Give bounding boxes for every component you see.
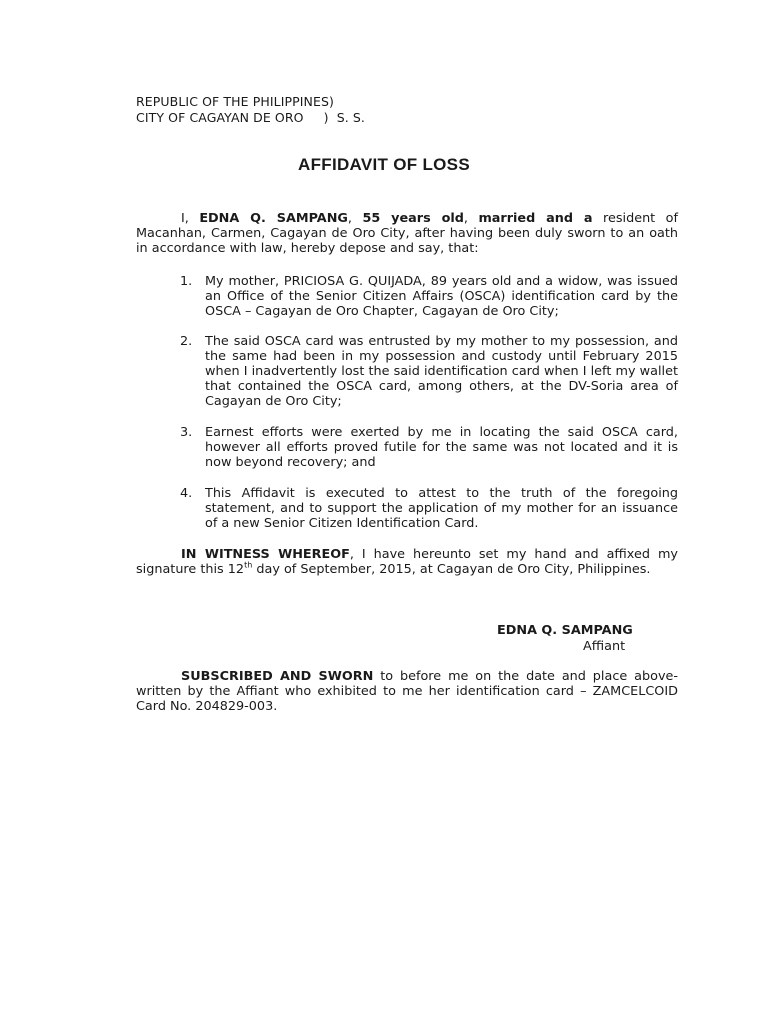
- list-item: [180, 425, 678, 470]
- caption-line-1: [136, 94, 365, 110]
- witness-paragraph: [136, 547, 678, 577]
- list-item-number: 2.: [180, 334, 193, 349]
- list-item-number: 1.: [180, 274, 193, 289]
- witness-text-2: day of September, 2015, at Cagayan de Oro City, Philippines.: [252, 562, 651, 577]
- list-item-text: This Affidavit is executed to attest to the truth of the foregoing statement, and to support the application of my mother for an issuance of a new Senior Citizen Identification Card.: [205, 486, 678, 531]
- list-item-number: 4.: [180, 486, 193, 501]
- list-item-text: My mother, PRICIOSA G. QUIJADA, 89 years old and a widow, was issued an Office of the Senior Citizen Affairs (OSCA) identification card by the OSCA – Cagayan de Oro Chapter, Cagayan de Oro City;: [205, 274, 678, 319]
- venue-caption: [136, 94, 365, 126]
- affiant-name-inline: EDNA Q. SAMPANG: [199, 211, 348, 226]
- intro-text-1: I,: [181, 211, 200, 226]
- witness-text-1: , I have hereunto set my hand and affixed my signature this 12: [136, 547, 678, 577]
- caption-ss: ) S. S.: [323, 110, 366, 125]
- intro-text-3: ,: [463, 211, 479, 226]
- intro-text-4: resident of Macanhan, Carmen, Cagayan de Oro City, after having been duly sworn to an oath in accordance with law, hereby depose and say, that:: [136, 211, 678, 256]
- caption-republic: REPUBLIC OF THE PHILIPPINES): [136, 94, 335, 109]
- list-item-number: 3.: [180, 425, 193, 440]
- intro-paragraph: [136, 211, 678, 256]
- list-item: [180, 486, 678, 531]
- intro-text-2: ,: [347, 211, 363, 226]
- list-item-text: Earnest efforts were exerted by me in locating the said OSCA card, however all efforts proved futile for the same was not located and it is now beyond recovery; and: [205, 425, 678, 470]
- affiant-status: married and a: [478, 211, 593, 226]
- jurat-lead: SUBSCRIBED AND SWORN: [181, 669, 374, 684]
- jurat-text: to before me on the date and place above-written by the Affiant who exhibited to me her identification card – ZAMCELCOID Card No. 204829-003.: [136, 669, 679, 714]
- caption-city: CITY OF CAGAYAN DE ORO: [136, 110, 304, 125]
- witness-ordinal: th: [244, 560, 253, 570]
- list-item: [180, 274, 678, 319]
- jurat-paragraph: [136, 669, 678, 714]
- list-item: [180, 334, 678, 409]
- affiant-age: 55 years old: [362, 211, 464, 226]
- witness-lead: IN WITNESS WHEREOF: [181, 547, 350, 562]
- affiant-signature-name: EDNA Q. SAMPANG: [497, 623, 633, 638]
- caption-line-2: [136, 110, 365, 126]
- list-item-text: The said OSCA card was entrusted by my mother to my possession, and the same had been in my possession and custody until February 2015 when I inadvertently lost the said identification card when I left my wallet that contained the OSCA card, among others, at the DV-Soria area of Cagayan de Oro City;: [205, 334, 678, 409]
- document-title: AFFIDAVIT OF LOSS: [298, 155, 470, 174]
- affiant-label: Affiant: [583, 639, 626, 654]
